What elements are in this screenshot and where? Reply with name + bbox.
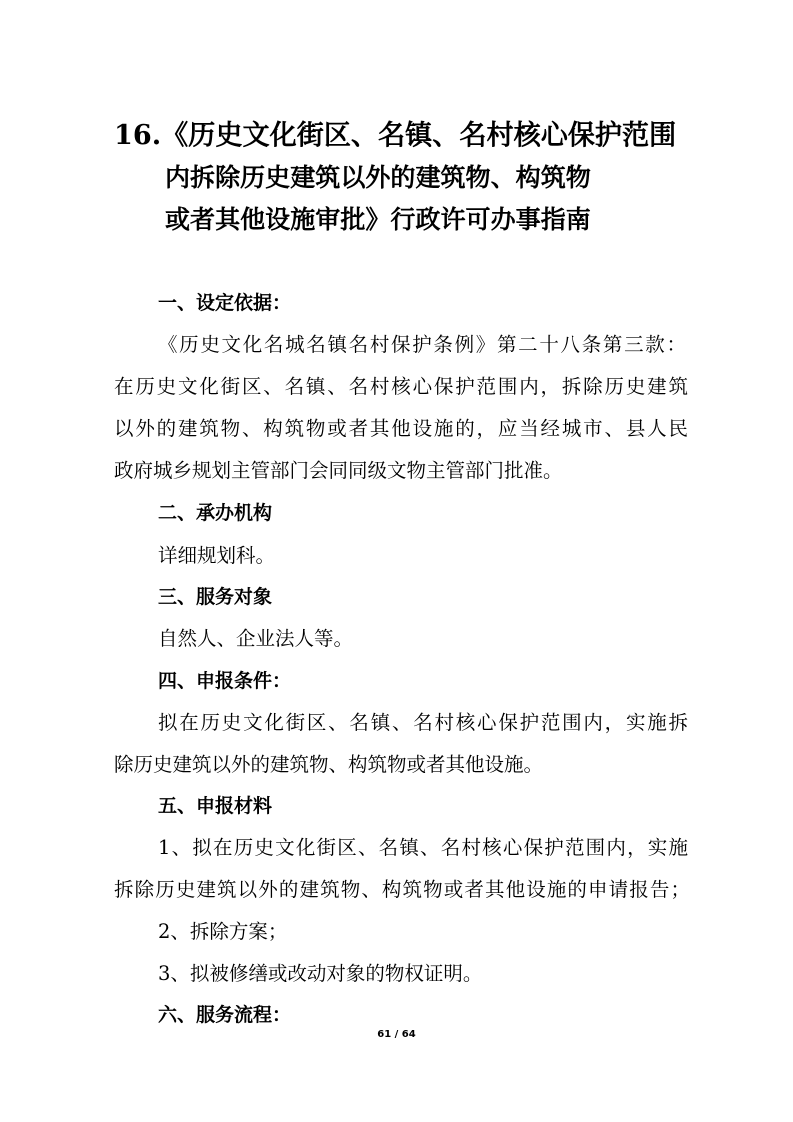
- conditions-line-1: 拟在历史文化街区、名镇、名村核心保护范围内，实施拆: [158, 711, 688, 734]
- basis-line-4: 政府城乡规划主管部门会同同级文物主管部门批准。: [114, 459, 563, 482]
- section-heading-conditions: 四、申报条件：: [158, 670, 292, 692]
- materials-line-3: 2、拆除方案；: [158, 920, 288, 943]
- basis-line-1: 《历史文化名城名镇名村保护条例》第二十八条第三款：: [158, 333, 686, 356]
- materials-line-4: 3、拟被修缮或改动对象的物权证明。: [158, 962, 483, 985]
- section-heading-agency: 二、承办机构: [158, 502, 273, 524]
- materials-line-1: 1、拟在历史文化街区、名镇、名村核心保护范围内，实施: [158, 836, 688, 859]
- basis-line-3: 以外的建筑物、构筑物或者其他设施的，应当经城市、县人民: [114, 417, 688, 440]
- basis-line-2: 在历史文化街区、名镇、名村核心保护范围内，拆除历史建筑: [114, 375, 688, 398]
- section-heading-materials: 五、申报材料: [158, 795, 273, 817]
- conditions-line-2: 除历史建筑以外的建筑物、构筑物或者其他设施。: [114, 753, 544, 776]
- section-heading-basis: 一、设定依据：: [158, 292, 292, 314]
- materials-line-2: 拆除历史建筑以外的建筑物、构筑物或者其他设施的申请报告；: [114, 878, 690, 901]
- section-heading-target: 三、服务对象: [158, 586, 273, 608]
- page-number: 61 / 64: [377, 1029, 416, 1040]
- agency-line-1: 详细规划科。: [158, 544, 276, 567]
- section-heading-process: 六、服务流程：: [158, 1004, 292, 1026]
- document-title-line-1: 16.《历史文化街区、名镇、名村核心保护范围: [114, 120, 677, 151]
- target-line-1: 自然人、企业法人等。: [158, 627, 354, 650]
- document-title-line-3: 或者其他设施审批》行政许可办事指南: [165, 204, 591, 234]
- document-title-line-2: 内拆除历史建筑以外的建筑物、构筑物: [165, 162, 591, 192]
